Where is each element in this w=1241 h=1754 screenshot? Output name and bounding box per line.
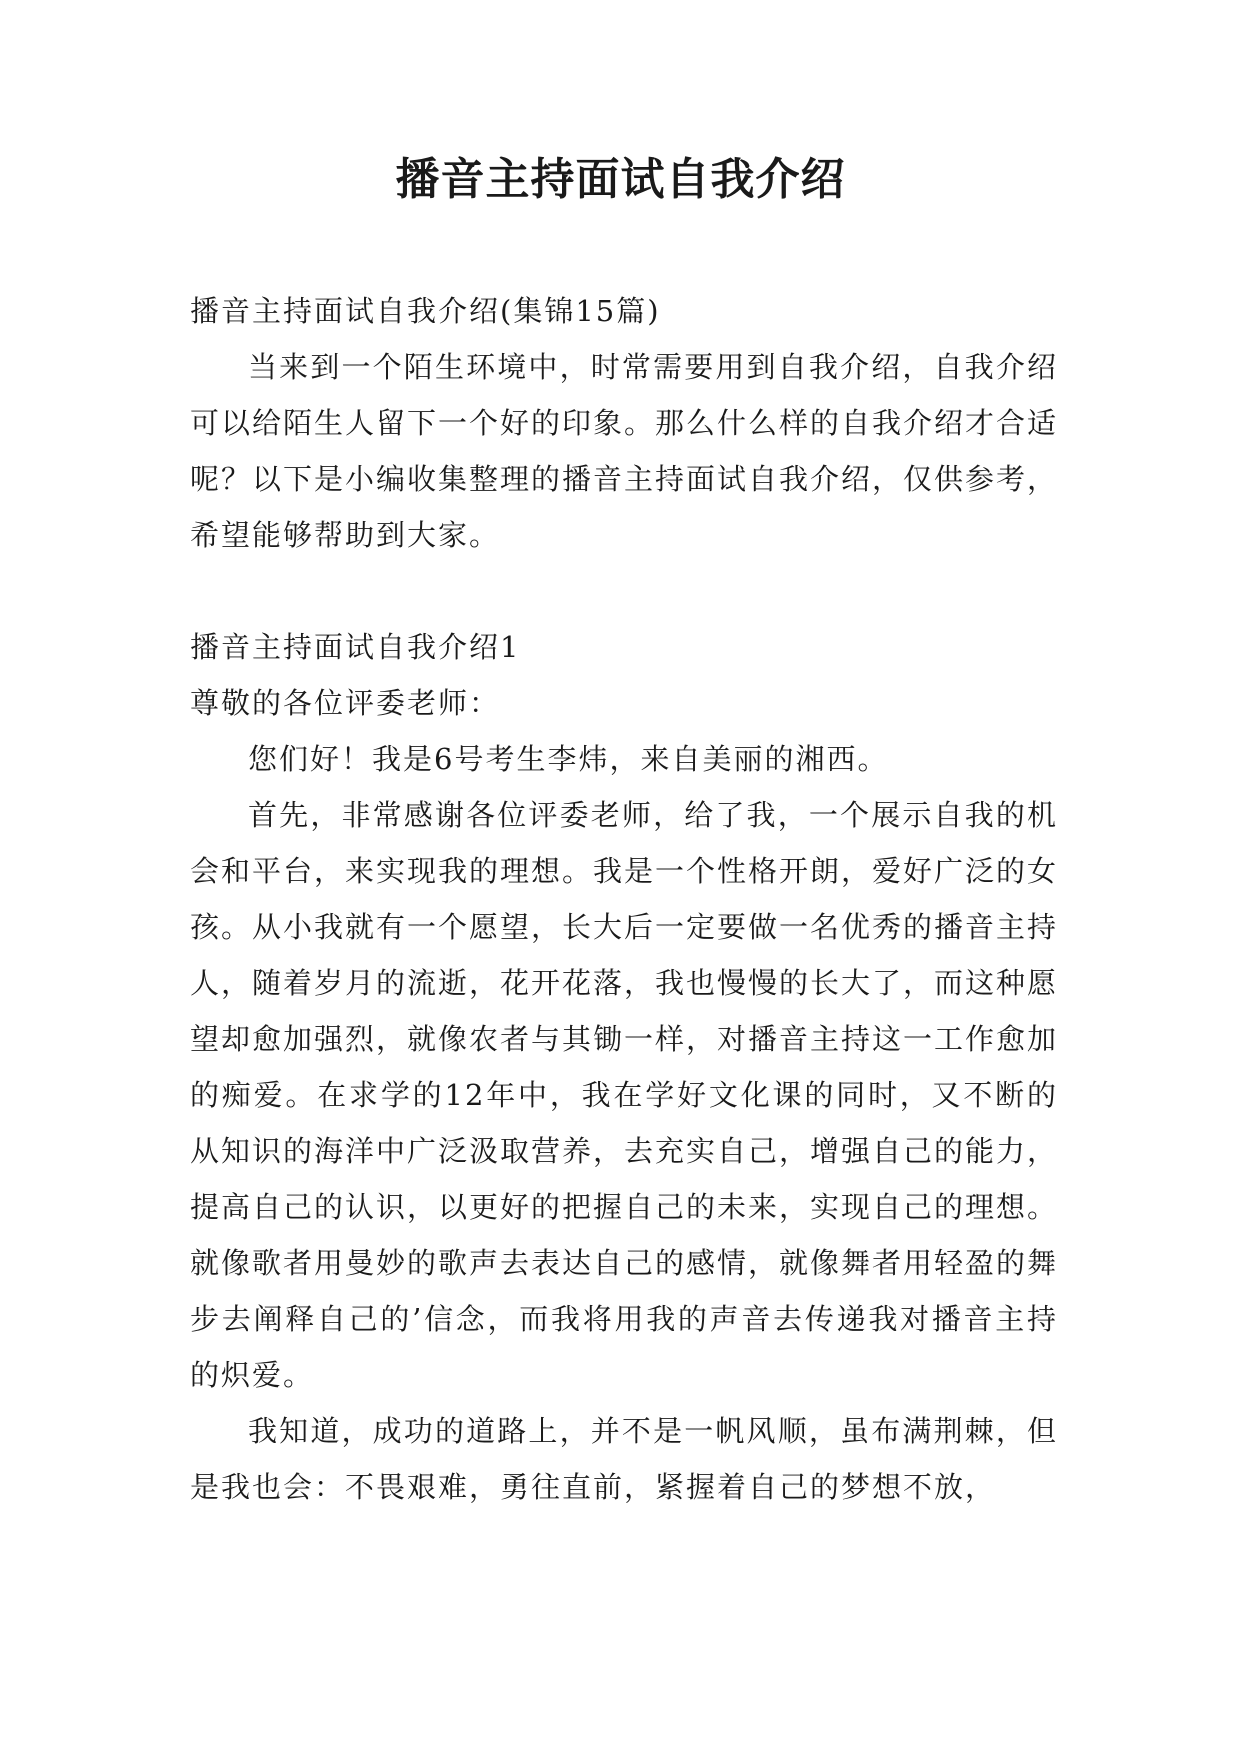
section-spacer — [190, 563, 1058, 619]
section-heading: 播音主持面试自我介绍1 — [190, 630, 521, 664]
body-paragraph: 我知道，成功的道路上，并不是一帆风顺，虽布满荆棘，但是我也会：不畏艰难，勇往直前，紧握着自己的梦想不放， — [190, 1414, 1058, 1504]
salutation: 尊敬的各位评委老师： — [190, 686, 501, 720]
document-title: 播音主持面试自我介绍 — [395, 154, 846, 205]
document-subtitle: 播音主持面试自我介绍(集锦15篇) — [190, 294, 661, 328]
body-paragraph: 首先，非常感谢各位评委老师，给了我，一个展示自我的机会和平台，来实现我的理想。我是一个性格开朗，爱好广泛的女孩。从小我就有一个愿望，长大后一定要做一名优秀的播音主持人，随着岁月的流逝，花开花落，我也慢慢的长大了，而这种愿望却愈加强烈，就像农者与其锄一样，对播音主持这一工作愈加的痴爱。在求学的12年中，我在学好文化课的同时，又不断的从知识的海洋中广泛汲取营养，去充实自己，增强自己的能力，提高自己的认识，以更好的把握自己的未来，实现自己的理想。就像歌者用曼妙的歌声去表达自己的感情，就像舞者用轻盈的舞步去阐释自己的’信念，而我将用我的声音去传递我对播音主持的炽爱。 — [190, 798, 1059, 1392]
document-body — [190, 283, 1058, 1515]
intro-paragraph: 当来到一个陌生环境中，时常需要用到自我介绍，自我介绍可以给陌生人留下一个好的印象。那么什么样的自我介绍才合适呢？以下是小编收集整理的播音主持面试自我介绍，仅供参考，希望能够帮助到大家。 — [190, 350, 1059, 552]
body-paragraph: 您们好！我是6号考生李炜，来自美丽的湘西。 — [248, 742, 889, 776]
